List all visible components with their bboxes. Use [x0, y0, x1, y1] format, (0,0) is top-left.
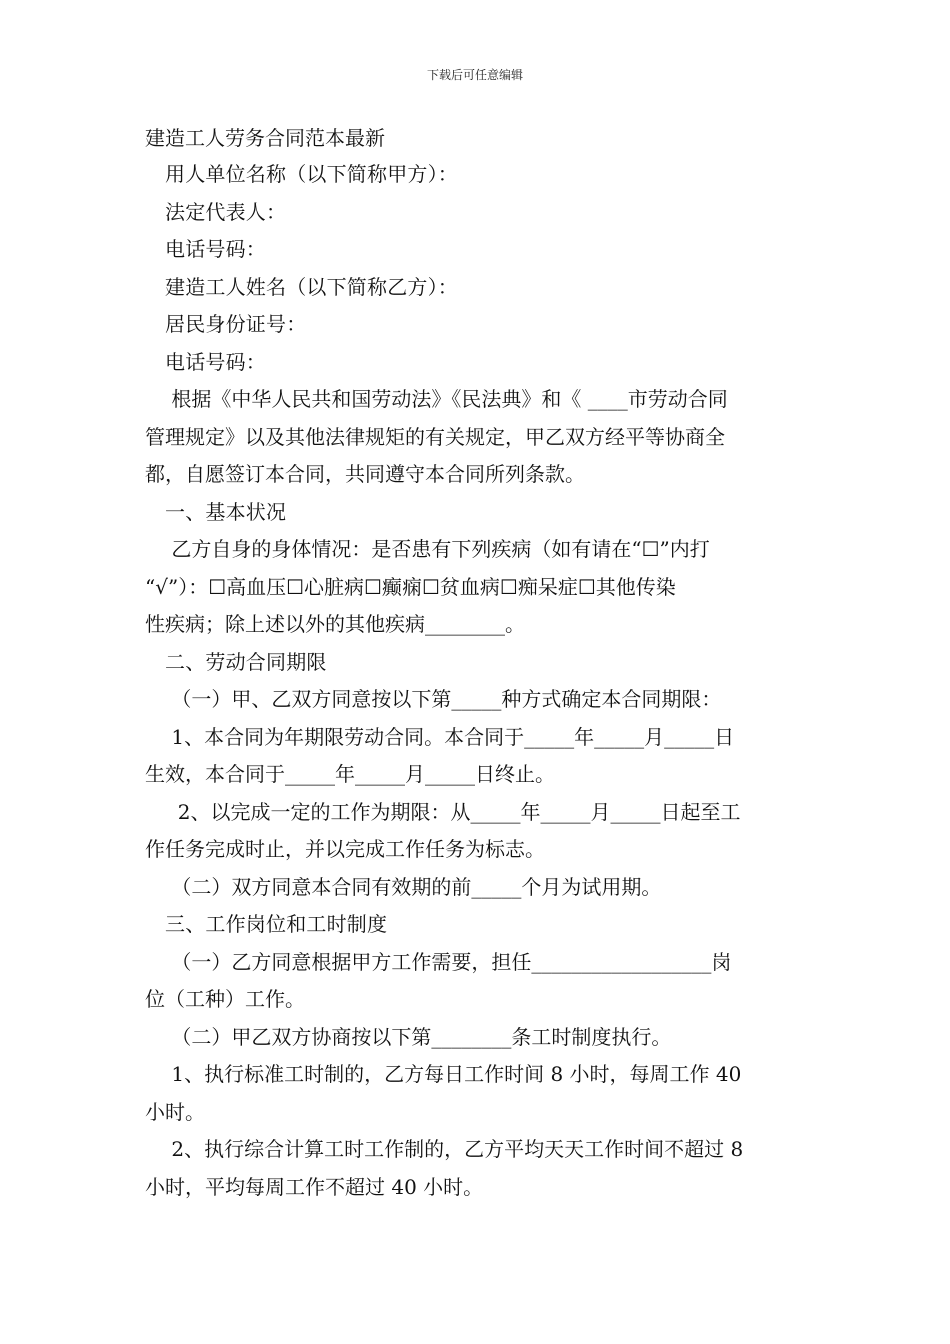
- section-1-line-3: 性疾病；除上述以外的其他疾病________。: [145, 612, 525, 636]
- document-title: 建造工人劳务合同范本最新: [145, 126, 385, 150]
- section-3-sub-2: （二）甲乙双方协商按以下第________条工时制度执行。: [165, 1024, 672, 1049]
- section-2-item-1-line-2: 生效，本合同于_____年_____月_____日终止。: [145, 762, 555, 786]
- section-3-item-2-line-2: 小时，平均每周工作不超过 40 小时。: [145, 1174, 484, 1199]
- section-3-item-1-line-1: 1、执行标准工时制的，乙方每日工作时间 8 小时，每周工作 40: [165, 1062, 742, 1086]
- field-legal-representative: 法定代表人：: [165, 199, 287, 224]
- header-note: 下载后可任意编辑: [426, 68, 523, 82]
- section-1-title: 一、基本状况: [165, 499, 287, 524]
- field-worker-phone: 电话号码：: [165, 349, 266, 374]
- field-employer-name: 用人单位名称（以下简称甲方）：: [165, 162, 458, 186]
- section-3-sub-1-line-2: 位（工种）工作。: [145, 987, 305, 1011]
- section-2-sub-2: （二）双方同意本合同有效期的前_____个月为试用期。: [165, 874, 662, 899]
- section-3-sub-1-line-1: （一）乙方同意根据甲方工作需要，担任__________________岗: [165, 949, 732, 974]
- section-2-item-1-line-1: 1、本合同为年期限劳动合同。本合同于_____年_____月_____日: [165, 724, 735, 749]
- section-2-item-2-line-1: 2、以完成一定的工作为期限：从_____年_____月_____日起至工: [165, 799, 741, 824]
- section-2-title: 二、劳动合同期限: [165, 649, 327, 674]
- field-id-number: 居民身份证号：: [165, 312, 307, 336]
- preamble-line-2: 管理规定》以及其他法律规矩的有关规定，甲乙双方经平等协商全: [145, 424, 725, 449]
- field-worker-name: 建造工人姓名（以下简称乙方）：: [165, 274, 458, 299]
- section-3-item-2-line-1: 2、执行综合计算工时工作制的，乙方平均天天工作时间不超过 8: [165, 1137, 744, 1161]
- section-2-sub-1: （一）甲、乙双方同意按以下第_____种方式确定本合同期限：: [165, 687, 722, 711]
- section-1-line-2: “√”）：☐高血压☐心脏病☐癫痫☐贫血病☐痴呆症☐其他传染: [145, 574, 676, 599]
- preamble-line-1: 根据《中华人民共和国劳动法》《民法典》和《 ____市劳动合同: [165, 387, 728, 411]
- section-3-item-1-line-2: 小时。: [145, 1099, 205, 1124]
- field-employer-phone: 电话号码：: [165, 237, 266, 261]
- document-body: [145, 120, 810, 1206]
- section-1-line-1: 乙方自身的身体情况：是否患有下列疾病（如有请在“☐”内打: [165, 537, 710, 561]
- section-2-item-2-line-2: 作任务完成时止，并以完成工作任务为标志。: [145, 837, 545, 861]
- preamble-line-3: 都，自愿签订本合同，共同遵守本合同所列条款。: [145, 462, 585, 486]
- section-3-title: 三、工作岗位和工时制度: [165, 912, 388, 936]
